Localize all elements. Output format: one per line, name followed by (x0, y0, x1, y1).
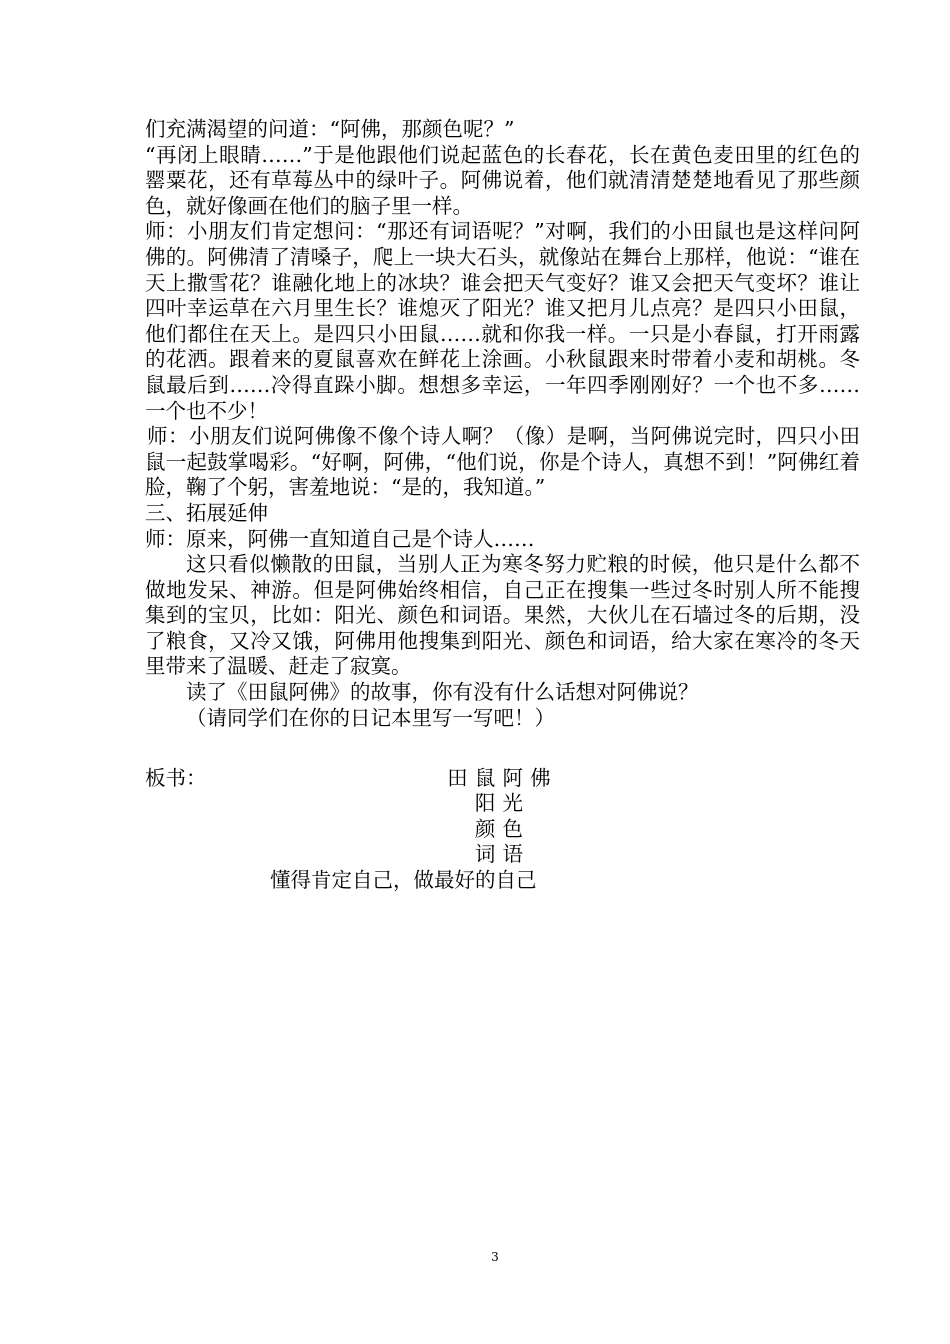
paragraph-story-meaning: 这只看似懒散的田鼠，当别人正为寒冬努力贮粮的时候，他只是什么都不做地发呆、神游。但是阿佛始终相信，自己正在搜集一些过冬时别人所不能搜集到的宝贝，比如：阳光、颜色和词语。果然，大伙儿在石墙过冬的后期，没了粮食，又冷又饿，阿佛用他搜集到阳光、颜色和词语，给大家在寒冷的冬天里带来了温暖、赶走了寂寞。 (145, 552, 860, 679)
page-number: 3 (491, 1250, 499, 1264)
paragraph-color-description: “再闭上眼睛……”于是他跟他们说起蓝色的长春花，长在黄色麦田里的红色的罂粟花，还有草莓丛中的绿叶子。阿佛说着，他们就清清楚楚地看见了那些颜色，就好像画在他们的脑子里一样。 (145, 142, 860, 218)
board-line-color: 颜色 (474, 816, 531, 841)
section-heading-extension: 三、拓展延伸 (145, 500, 268, 525)
paragraph-reflection-question: 读了《田鼠阿佛》的故事，你有没有什么话想对阿佛说？ (186, 680, 699, 705)
body-text (145, 117, 860, 731)
paragraph-poet: 师：小朋友们说阿佛像不像个诗人啊？（像）是啊，当阿佛说完时，四只小田鼠一起鼓掌喝彩。“好啊，阿佛，“他们说，你是个诗人，真想不到！”阿佛红着脸，鞠了个躬，害羞地说：“是的，我知道。” (145, 424, 860, 500)
paragraph-homework: （请同学们在你的日记本里写一写吧！） (186, 705, 555, 730)
board-title: 田鼠阿佛 (447, 766, 558, 790)
paragraph-teacher-conclusion: 师：原来，阿佛一直知道自己是个诗人…… (145, 526, 535, 551)
paragraph-words-poem: 师：小朋友们肯定想问：“那还有词语呢？”对啊，我们的小田鼠也是这样问阿佛的。阿佛清了清嗓子，爬上一块大石头，就像站在舞台上那样，他说：“谁在天上撒雪花？谁融化地上的冰块？谁会把天气变好？谁又会把天气变坏？谁让四叶幸运草在六月里生长？谁熄灭了阳光？谁又把月儿点亮？是四只小田鼠，他们都住在天上。是四只小田鼠……就和你我一样。一只是小春鼠，打开雨露的花洒。跟着来的夏鼠喜欢在鲜花上涂画。小秋鼠跟来时带着小麦和胡桃。冬鼠最后到……冷得直跺小脚。想想多幸运，一年四季刚刚好？一个也不多……一个也不少！ (145, 219, 860, 423)
board-line-sunlight: 阳光 (474, 791, 531, 816)
board-label: 板书： (145, 766, 207, 790)
board-summary-line: 懂得肯定自己，做最好的自己 (270, 867, 537, 892)
paragraph-color-question: 们充满渴望的问道：“阿佛，那颜色呢？” (145, 117, 515, 141)
board-line-words: 词语 (474, 842, 531, 867)
